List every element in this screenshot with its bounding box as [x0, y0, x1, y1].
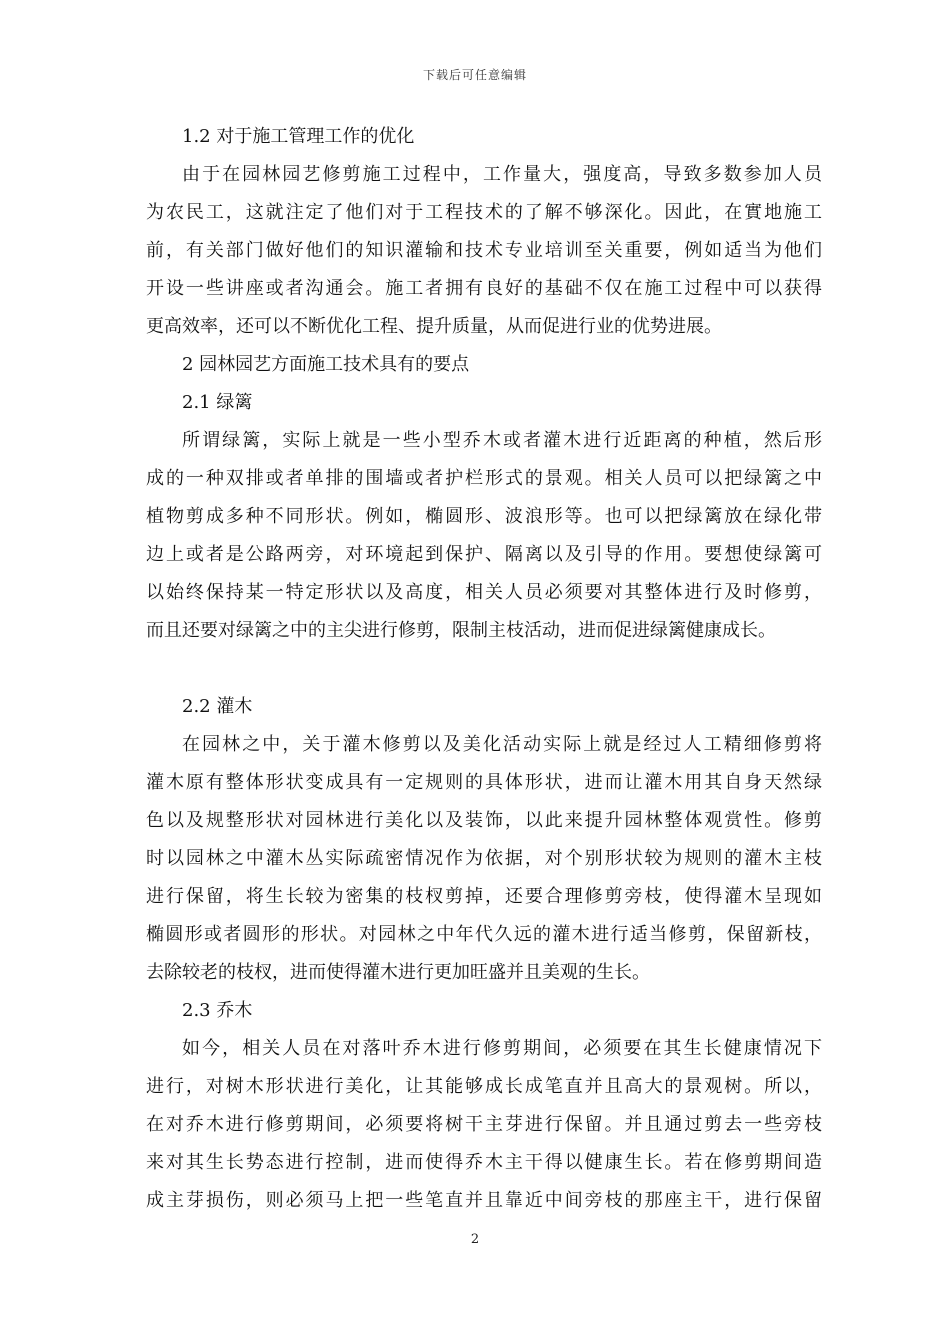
paragraph-line: 由于在园林园艺修剪施工过程中，工作量大，强度高，导致多数参加人员: [182, 164, 822, 185]
page-number: 2: [470, 1232, 480, 1247]
section-heading-2-1: 2.1 绿篱: [182, 392, 253, 413]
paragraph-line: 色以及规整形状对园林进行美化以及装饰，以此来提升园林整体观赏性。修剪: [146, 810, 822, 831]
paragraph-line: 在园林之中，关于灌木修剪以及美化活动实际上就是经过人工精细修剪将: [182, 734, 822, 755]
paragraph-line: 植物剪成多种不同形状。例如，椭圆形、波浪形等。也可以把绿篱放在绿化带: [146, 506, 822, 527]
paragraph-line: 进行，对树木形状进行美化，让其能够成长成笔直并且高大的景观树。所以，: [146, 1076, 822, 1097]
paragraph-line: 来对其生长势态进行控制，进而使得乔木主干得以健康生长。若在修剪期间造: [146, 1152, 822, 1173]
paragraph-line: 如今，相关人员在对落叶乔木进行修剪期间，必须要在其生长健康情况下: [182, 1038, 822, 1059]
paragraph-line: 以始终保持某一特定形状以及高度，相关人员必须要对其整体进行及时修剪，: [146, 582, 822, 603]
paragraph-line: 更高效率，还可以不断优化工程、提升质量，从而促进行业的优势进展。: [146, 316, 722, 337]
paragraph-line: 前，有关部门做好他们的知识灌输和技术专业培训至关重要，例如适当为他们: [146, 240, 822, 261]
paragraph-line: 所谓绿篱，实际上就是一些小型乔木或者灌木进行近距离的种植，然后形: [182, 430, 822, 451]
section-heading-2: 2 园林园艺方面施工技术具有的要点: [182, 354, 470, 375]
paragraph-line: 为农民工，这就注定了他们对于工程技术的了解不够深化。因此，在實地施工: [146, 202, 822, 223]
paragraph-line: 成主芽损伤，则必须马上把一些笔直并且靠近中间旁枝的那座主干，进行保留: [146, 1190, 822, 1211]
paragraph-line: 时以园林之中灌木丛实际疏密情况作为依据，对个别形状较为规则的灌木主枝: [146, 848, 822, 869]
header-note: 下载后可任意编辑: [422, 68, 527, 82]
section-heading-2-3: 2.3 乔木: [182, 1000, 253, 1021]
paragraph-line: 开设一些讲座或者沟通会。施工者拥有良好的基础不仅在施工过程中可以获得: [146, 278, 822, 299]
paragraph-line: 灌木原有整体形状变成具有一定规则的具体形状，进而让灌木用其自身天然绿: [146, 772, 822, 793]
paragraph-line: 在对乔木进行修剪期间，必须要将树干主芽进行保留。并且通过剪去一些旁枝: [146, 1114, 822, 1135]
section-heading-1-2: 1.2 对于施工管理工作的优化: [182, 126, 415, 147]
paragraph-line: 椭圆形或者圆形的形状。对园林之中年代久远的灌木进行适当修剪，保留新枝，: [146, 924, 822, 945]
paragraph-line: 成的一种双排或者单排的围墙或者护栏形式的景观。相关人员可以把绿篱之中: [146, 468, 822, 489]
paragraph-line: 而且还要对绿篱之中的主尖进行修剪，限制主枝活动，进而促进绿篱健康成长。: [146, 620, 776, 641]
document-body: [146, 118, 822, 1220]
paragraph-line: 边上或者是公路两旁，对环境起到保护、隔离以及引导的作用。要想使绿篱可: [146, 544, 822, 565]
paragraph-line: 进行保留，将生长较为密集的枝杈剪掉，还要合理修剪旁枝，使得灌木呈现如: [146, 886, 822, 907]
paragraph-line: 去除较老的枝杈，进而使得灌木进行更加旺盛并且美观的生长。: [146, 962, 650, 983]
blank-line: [146, 650, 822, 688]
section-heading-2-2: 2.2 灌木: [182, 696, 253, 717]
